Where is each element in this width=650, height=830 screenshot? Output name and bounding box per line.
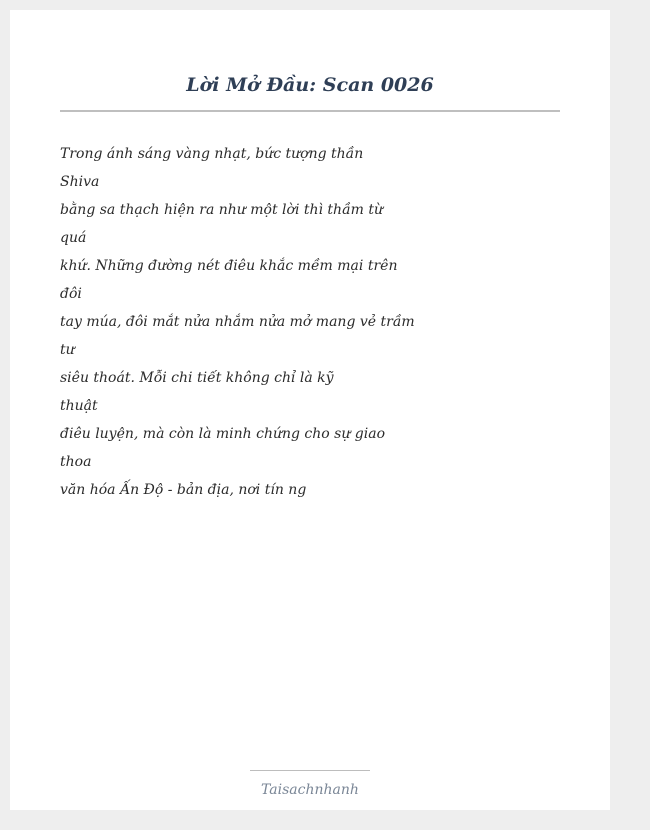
page-title: Lời Mở Đầu: Scan 0026 xyxy=(186,74,434,96)
body-text xyxy=(60,140,415,504)
text-line: Shiva xyxy=(60,174,100,190)
footer-divider xyxy=(250,770,370,771)
text-line: điêu luyện, mà còn là minh chứng cho sự giao xyxy=(60,426,386,442)
text-line: siêu thoát. Mỗi chi tiết không chỉ là kỹ xyxy=(60,370,334,386)
text-line: đôi xyxy=(60,286,82,302)
text-line: quá xyxy=(60,230,87,246)
text-line: bằng sa thạch hiện ra như một lời thì thầm từ xyxy=(60,202,384,218)
text-line: thoa xyxy=(60,454,92,470)
text-line: tư xyxy=(60,342,75,358)
text-line: tay múa, đôi mắt nửa nhắm nửa mở mang vẻ trầm xyxy=(60,314,415,330)
document-page xyxy=(10,10,610,810)
title-divider xyxy=(60,110,560,112)
text-line: Trong ánh sáng vàng nhạt, bức tượng thần xyxy=(60,146,364,162)
text-line: thuật xyxy=(60,398,98,414)
text-line: văn hóa Ấn Độ - bản địa, nơi tín ng xyxy=(60,482,307,498)
footer-text: Taisachnhanh xyxy=(261,782,359,798)
text-line: khứ. Những đường nét điêu khắc mềm mại trên xyxy=(60,258,398,274)
